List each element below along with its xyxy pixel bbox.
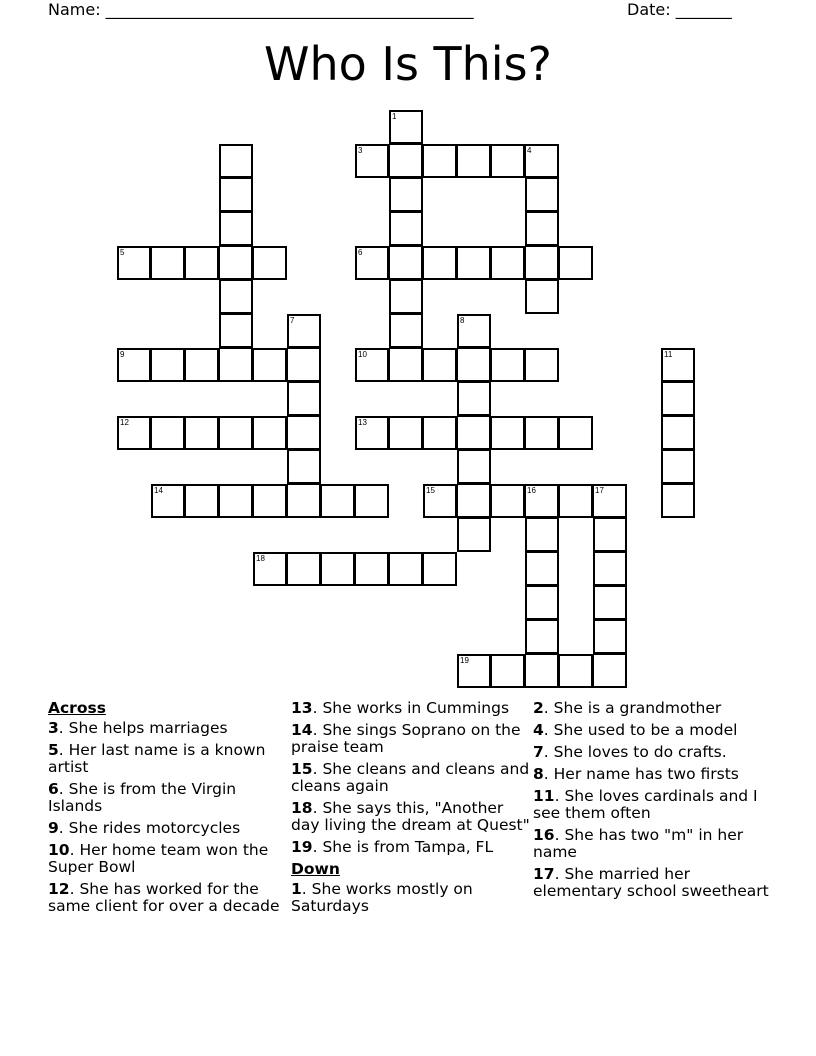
grid-cell[interactable] (389, 246, 423, 280)
grid-cell[interactable] (253, 484, 287, 518)
grid-cell[interactable] (219, 246, 253, 280)
clue-number: 12 (120, 418, 129, 427)
grid-cell[interactable] (355, 246, 389, 280)
grid-cell[interactable] (423, 484, 457, 518)
grid-cell[interactable] (117, 348, 151, 382)
grid-cell[interactable] (593, 552, 627, 586)
grid-cell[interactable] (389, 314, 423, 348)
grid-cell[interactable] (389, 348, 423, 382)
grid-cell[interactable] (525, 620, 559, 654)
grid-cell[interactable] (525, 212, 559, 246)
clue-across-12: 12. She has worked for the same client for over a decade (48, 880, 280, 915)
grid-cell[interactable] (457, 654, 491, 688)
grid-cell[interactable] (117, 246, 151, 280)
clue-across-3: 3. She helps marriages (48, 719, 228, 737)
grid-cell[interactable] (219, 484, 253, 518)
grid-cell[interactable] (151, 484, 185, 518)
grid-cell[interactable] (525, 518, 559, 552)
clue-number: 8 (460, 316, 465, 325)
name-field[interactable]: Name: ______________________________________________ (48, 0, 474, 19)
grid-cell[interactable] (525, 552, 559, 586)
grid-cell[interactable] (253, 348, 287, 382)
grid-cell[interactable] (491, 144, 525, 178)
grid-cell[interactable] (151, 348, 185, 382)
grid-cell[interactable] (287, 416, 321, 450)
grid-cell[interactable] (321, 484, 355, 518)
grid-cell[interactable] (593, 518, 627, 552)
grid-cell[interactable] (287, 314, 321, 348)
clue-down-11: 11. She loves cardinals and I see them often (533, 787, 758, 822)
grid-cell[interactable] (287, 484, 321, 518)
grid-cell[interactable] (559, 246, 593, 280)
grid-cell[interactable] (661, 450, 695, 484)
grid-cell[interactable] (457, 382, 491, 416)
clue-number: 6 (358, 248, 363, 257)
grid-cell[interactable] (491, 654, 525, 688)
grid-cell[interactable] (593, 620, 627, 654)
clue-number: 1 (392, 112, 397, 121)
grid-cell[interactable] (423, 552, 457, 586)
clue-across-6: 6. She is from the Virgin Islands (48, 780, 237, 815)
grid-cell[interactable] (559, 484, 593, 518)
grid-cell[interactable] (423, 416, 457, 450)
grid-cell[interactable] (253, 416, 287, 450)
grid-cell[interactable] (389, 178, 423, 212)
clue-down-8: 8. Her name has two firsts (533, 765, 739, 783)
clue-number: 14 (154, 486, 163, 495)
grid-cell[interactable] (219, 178, 253, 212)
grid-cell[interactable] (185, 348, 219, 382)
clue-down-16: 16. She has two "m" in her name (533, 826, 744, 861)
grid-cell[interactable] (525, 144, 559, 178)
clue-across-14: 14. She sings Soprano on the praise team (291, 721, 521, 756)
grid-cell[interactable] (457, 314, 491, 348)
grid-cell[interactable] (525, 654, 559, 688)
clue-number: 13 (358, 418, 367, 427)
grid-cell[interactable] (219, 280, 253, 314)
clue-down-2: 2. She is a grandmother (533, 699, 722, 717)
clue-number: 4 (527, 146, 532, 155)
grid-cell[interactable] (661, 484, 695, 518)
page-title: Who Is This? (264, 37, 552, 91)
clue-across-15: 15. She cleans and cleans and cleans again (291, 760, 530, 795)
clue-down-1: 1. She works mostly on Saturdays (291, 880, 473, 915)
grid-cell[interactable] (219, 314, 253, 348)
clue-number: 18 (256, 554, 265, 563)
grid-cell[interactable] (287, 450, 321, 484)
clue-column-1 (48, 700, 288, 920)
grid-cell[interactable] (491, 348, 525, 382)
clue-down-17: 17. She married her elementary school sweetheart (533, 865, 769, 900)
grid-cell[interactable] (389, 110, 423, 144)
clue-across-10: 10. Her home team won the Super Bowl (48, 841, 269, 876)
clue-across-13: 13. She works in Cummings (291, 699, 510, 717)
grid-cell[interactable] (661, 348, 695, 382)
grid-cell[interactable] (559, 654, 593, 688)
grid-cell[interactable] (185, 484, 219, 518)
grid-cell[interactable] (525, 348, 559, 382)
grid-cell[interactable] (525, 280, 559, 314)
clue-across-9: 9. She rides motorcycles (48, 819, 241, 837)
grid-cell[interactable] (661, 416, 695, 450)
grid-cell[interactable] (321, 552, 355, 586)
clue-down-7: 7. She loves to do crafts. (533, 743, 727, 761)
clue-number: 11 (664, 350, 673, 359)
grid-cell[interactable] (117, 416, 151, 450)
grid-cell[interactable] (491, 484, 525, 518)
grid-cell[interactable] (457, 144, 491, 178)
grid-cell[interactable] (355, 144, 389, 178)
clue-across-5: 5. Her last name is a known artist (48, 741, 266, 776)
grid-cell[interactable] (287, 552, 321, 586)
clue-column-3 (533, 700, 773, 905)
grid-cell[interactable] (491, 416, 525, 450)
grid-cell[interactable] (185, 246, 219, 280)
clue-number: 5 (120, 248, 125, 257)
grid-cell[interactable] (457, 450, 491, 484)
grid-cell[interactable] (593, 654, 627, 688)
clue-number: 17 (595, 486, 604, 495)
clue-number: 19 (460, 656, 469, 665)
grid-cell[interactable] (457, 348, 491, 382)
grid-cell[interactable] (185, 416, 219, 450)
grid-cell[interactable] (219, 212, 253, 246)
down-heading: Down (291, 860, 340, 878)
clue-down-4: 4. She used to be a model (533, 721, 738, 739)
grid-cell[interactable] (355, 552, 389, 586)
grid-cell[interactable] (151, 416, 185, 450)
grid-cell[interactable] (287, 348, 321, 382)
grid-cell[interactable] (287, 382, 321, 416)
grid-cell[interactable] (219, 348, 253, 382)
grid-cell[interactable] (525, 484, 559, 518)
grid-cell[interactable] (389, 280, 423, 314)
clue-number: 7 (290, 316, 295, 325)
grid-cell[interactable] (355, 416, 389, 450)
grid-cell[interactable] (457, 246, 491, 280)
clue-across-18: 18. She says this, "Another day living the dream at Quest" (291, 799, 530, 834)
grid-cell[interactable] (389, 552, 423, 586)
clue-number: 9 (120, 350, 125, 359)
grid-cell[interactable] (525, 246, 559, 280)
grid-cell[interactable] (457, 484, 491, 518)
grid-cell[interactable] (423, 144, 457, 178)
grid-cell[interactable] (423, 348, 457, 382)
grid-cell[interactable] (457, 518, 491, 552)
grid-cell[interactable] (593, 586, 627, 620)
grid-cell[interactable] (355, 348, 389, 382)
clue-number: 10 (358, 350, 367, 359)
grid-cell[interactable] (253, 246, 287, 280)
grid-cell[interactable] (525, 178, 559, 212)
clue-column-2 (291, 700, 531, 920)
grid-cell[interactable] (661, 382, 695, 416)
grid-cell[interactable] (525, 586, 559, 620)
grid-cell[interactable] (253, 552, 287, 586)
across-heading: Across (48, 699, 106, 717)
grid-cell[interactable] (423, 246, 457, 280)
grid-cell[interactable] (389, 144, 423, 178)
grid-cell[interactable] (559, 416, 593, 450)
date-field[interactable]: Date: _______ (627, 0, 732, 19)
clue-number: 15 (426, 486, 435, 495)
grid-cell[interactable] (457, 416, 491, 450)
grid-cell[interactable] (389, 212, 423, 246)
grid-cell[interactable] (389, 416, 423, 450)
grid-cell[interactable] (593, 484, 627, 518)
clue-number: 16 (527, 486, 536, 495)
grid-cell[interactable] (219, 416, 253, 450)
grid-cell[interactable] (219, 144, 253, 178)
clue-across-19: 19. She is from Tampa, FL (291, 838, 494, 856)
grid-cell[interactable] (355, 484, 389, 518)
grid-cell[interactable] (525, 416, 559, 450)
grid-cell[interactable] (151, 246, 185, 280)
grid-cell[interactable] (491, 246, 525, 280)
clue-number: 3 (358, 146, 363, 155)
